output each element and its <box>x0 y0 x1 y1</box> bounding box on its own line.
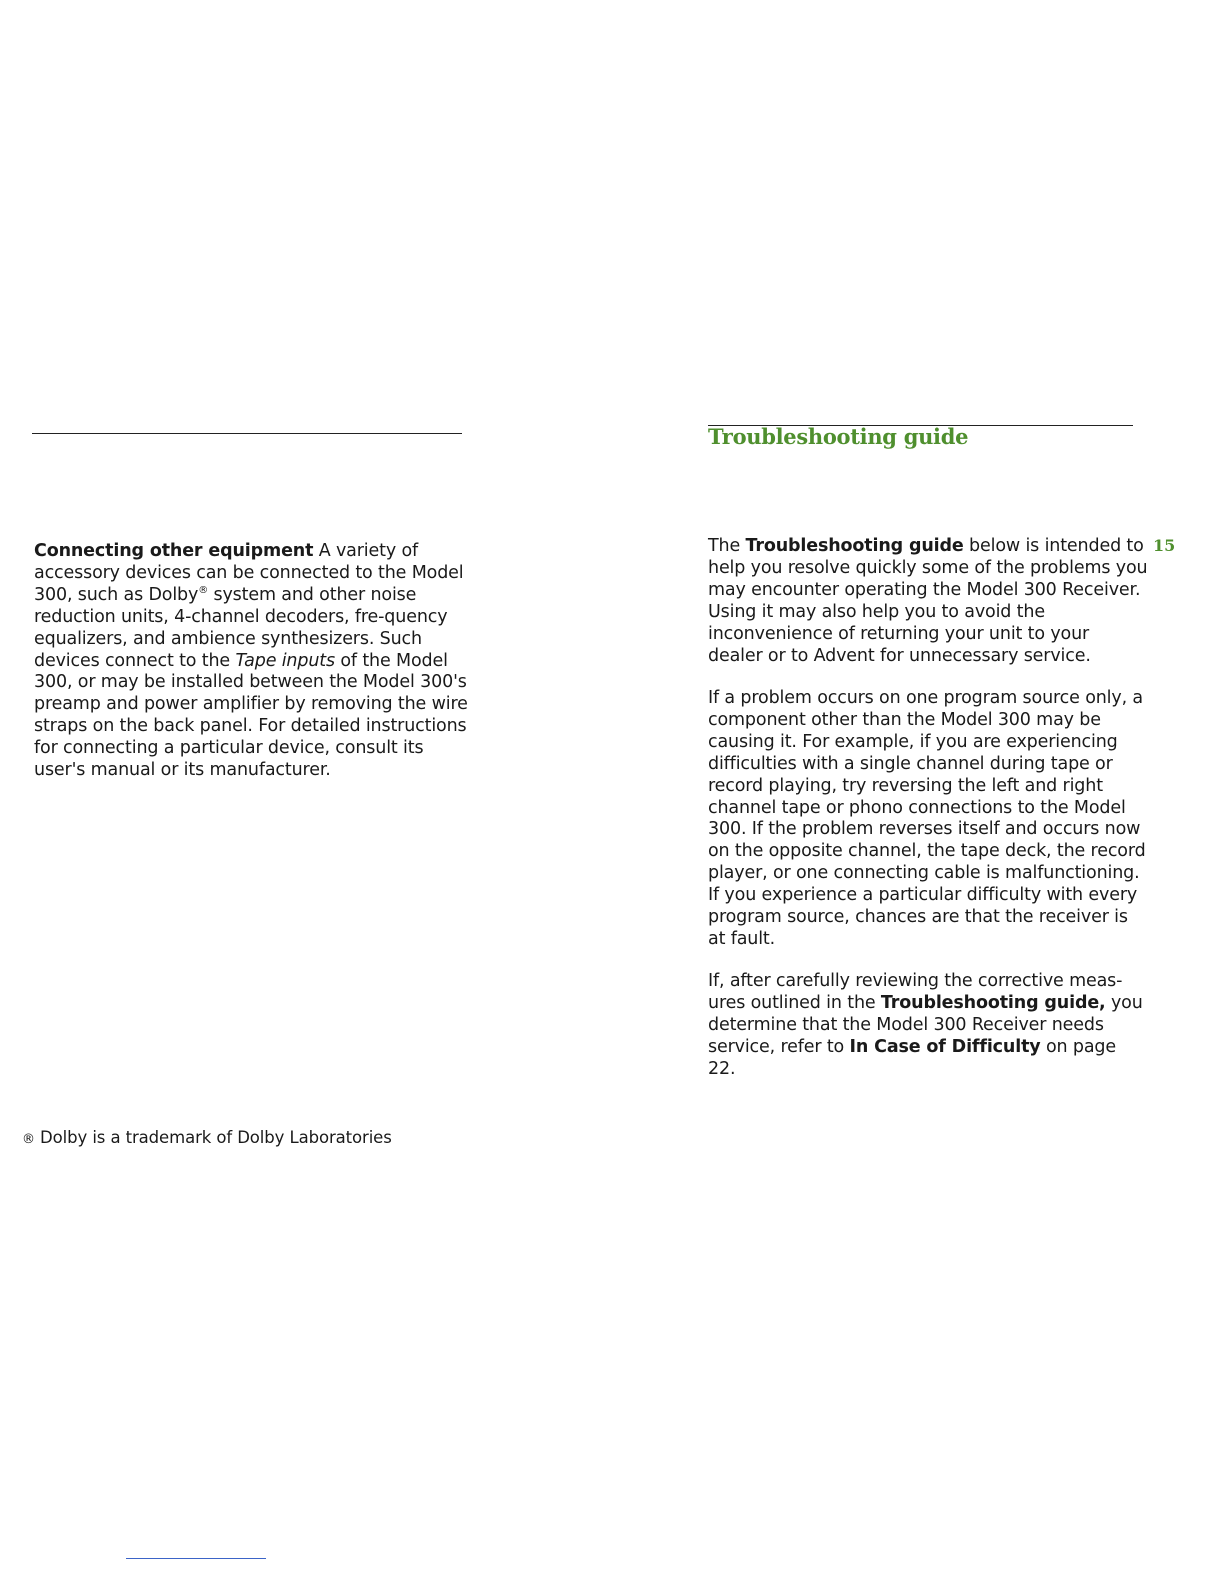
left-top-rule <box>32 433 462 434</box>
service-text-2: you determine that the Model 300 Receiver needs service, refer to <box>708 992 1143 1057</box>
service-paragraph <box>708 971 1148 1081</box>
left-text-1: A variety of accessory devices can be connected to the Model 300, such as Dolby <box>34 541 464 605</box>
in-case-of-difficulty-ref: In Case of Difficulty <box>849 1036 1041 1057</box>
connecting-equipment-heading: Connecting other equipment <box>34 541 314 561</box>
section-title: Troubleshooting guide <box>708 424 969 449</box>
intro-text-2: below is intended to help you resolve quickly some of the problems you may encounter operating the Model 300 Receiver. Using it may also help you to avoid the inconvenience of returning your unit to your dealer or to Advent for unnecessary service. <box>708 536 1148 666</box>
page-number: 15 <box>1153 536 1176 555</box>
connecting-equipment-paragraph <box>34 541 474 782</box>
footnote-registered-mark: ® <box>22 1132 35 1147</box>
troubleshooting-guide-term-2: Troubleshooting guide, <box>880 992 1106 1013</box>
left-text-3: of the Model 300, or may be installed between the Model 300's preamp and power amplifier by removing the wire straps on the back panel. For detailed instructions for connecting a particular device, consult its user's manual or its manufacturer. <box>34 650 468 781</box>
troubleshooting-guide-term: Troubleshooting guide <box>745 536 964 556</box>
scan-artifact-line <box>126 1558 266 1559</box>
program-source-paragraph: If a problem occurs on one program source only, a component other than the Model 300 may be causing it. For example, if you are experiencing difficulties with a single channel during tape or record playing, try reversing the left and right channel tape or phono connections to the Model 300. If the problem reverses itself and occurs now on the opposite channel, the tape deck, the record player, or one connecting cable is malfunctioning. If you experience a particular difficulty with every program source, chances are that the receiver is at fault. <box>708 688 1146 949</box>
intro-paragraph <box>708 536 1148 667</box>
service-text-3: on page 22. <box>708 1036 1116 1079</box>
registered-mark: ® <box>198 584 209 596</box>
footnote-text: Dolby is a trademark of Dolby Laboratories <box>34 1128 392 1147</box>
footnote <box>22 1128 392 1150</box>
intro-text-1: The <box>708 536 746 556</box>
left-text-2: system and other noise reduction units, 4-channel decoders, fre-quency equalizers, and ambience synthesizers. Such devices connect to the <box>34 584 448 671</box>
service-text-1: If, after carefully reviewing the corrective meas-ures outlined in the <box>708 971 1123 1013</box>
tape-inputs-term: Tape inputs <box>235 650 335 671</box>
